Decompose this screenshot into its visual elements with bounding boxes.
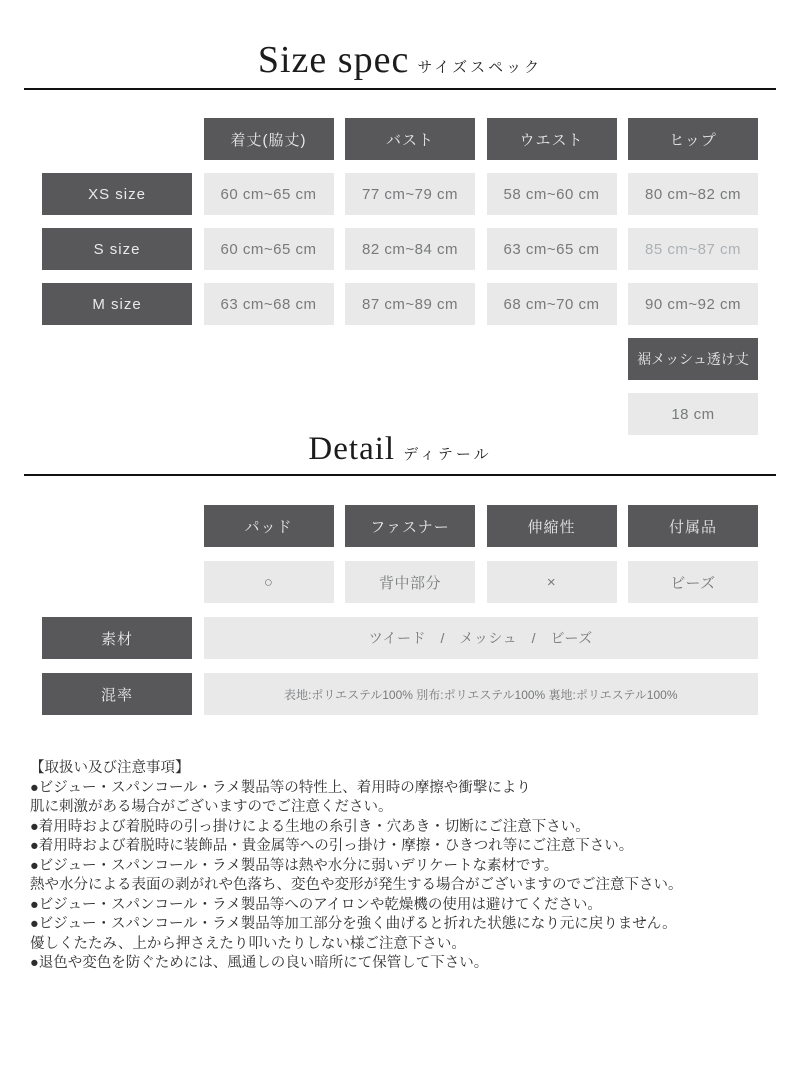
- detail-value-stretch: ×: [487, 561, 617, 603]
- size-row-label-xs: XS size: [42, 173, 192, 215]
- size-cell-xs-waist: 58 cm~60 cm: [487, 173, 617, 215]
- care-line: 熱や水分による表面の剥がれや色落ち、変色や変形が発生する場合がございますのでご注意下さい。: [30, 877, 683, 893]
- care-line: ●ビジュー・スパンコール・ラメ製品等へのアイロンや乾燥機の使用は避けてください。: [30, 896, 602, 913]
- size-spec-title-ja: サイズスペック: [417, 60, 543, 76]
- care-line: ●ビジュー・スパンコール・ラメ製品等加工部分を強く曲げると折れた状態になり元に戻りません。: [30, 916, 677, 932]
- detail-value-fastener: 背中部分: [345, 561, 475, 603]
- size-col-header-length: 着丈(脇丈): [204, 118, 334, 160]
- size-row-label-s: S size: [42, 228, 192, 270]
- size-cell-m-bust: 87 cm~89 cm: [345, 283, 475, 325]
- detail-table: [42, 505, 758, 715]
- size-spec-title-en: Size spec: [257, 39, 410, 81]
- detail-col-header-accessory: 付属品: [628, 505, 758, 547]
- blend-row-label: 混率: [42, 673, 192, 715]
- care-heading: 【取扱い及び注意事項】: [30, 760, 190, 776]
- size-cell-xs-length: 60 cm~65 cm: [204, 173, 334, 215]
- size-cell-s-waist: 63 cm~65 cm: [487, 228, 617, 270]
- care-line: ●着用時および着脱時に装飾品・貴金属等への引っ掛け・摩擦・ひきつれ等にご注意下さい。: [30, 838, 634, 854]
- size-cell-xs-hip: 80 cm~82 cm: [628, 173, 758, 215]
- detail-title-ja: ディテール: [403, 447, 492, 463]
- mesh-length-header: 裾メッシュ透け丈: [628, 338, 758, 380]
- mesh-length-value: 18 cm: [628, 393, 758, 435]
- blend-row-value: 表地:ポリエステル100% 別布:ポリエステル100% 裏地:ポリエステル100%: [204, 673, 759, 715]
- size-cell-s-hip: 85 cm~87 cm: [628, 228, 758, 270]
- care-line: ●ビジュー・スパンコール・ラメ製品等の特性上、着用時の摩擦や衝撃により: [30, 779, 531, 796]
- size-cell-s-length: 60 cm~65 cm: [204, 228, 334, 270]
- care-line: ●ビジュー・スパンコール・ラメ製品等は熱や水分に弱いデリケートな素材です。: [30, 857, 559, 874]
- size-spec-title: [0, 0, 800, 82]
- care-line: 優しくたたみ、上から押さえたり叩いたりしない様ご注意下さい。: [30, 935, 466, 952]
- size-col-header-bust: バスト: [345, 118, 475, 160]
- detail-col-header-fastener: ファスナー: [345, 505, 475, 547]
- size-cell-m-length: 63 cm~68 cm: [204, 283, 334, 325]
- size-cell-xs-bust: 77 cm~79 cm: [345, 173, 475, 215]
- detail-title: [0, 431, 800, 468]
- size-col-header-waist: ウエスト: [487, 118, 617, 160]
- detail-value-pad: ○: [204, 561, 334, 603]
- size-col-header-hip: ヒップ: [628, 118, 758, 160]
- material-row-value: ツイード / メッシュ / ビーズ: [204, 617, 759, 659]
- detail-col-header-stretch: 伸縮性: [487, 505, 617, 547]
- size-cell-s-bust: 82 cm~84 cm: [345, 228, 475, 270]
- size-row-label-m: M size: [42, 283, 192, 325]
- care-notes: [30, 759, 772, 974]
- material-row-label: 素材: [42, 617, 192, 659]
- care-line: ●退色や変色を防ぐためには、風通しの良い暗所にて保管して下さい。: [30, 955, 489, 971]
- size-cell-m-waist: 68 cm~70 cm: [487, 283, 617, 325]
- detail-col-header-pad: パッド: [204, 505, 334, 547]
- divider-line: [24, 474, 776, 476]
- size-cell-m-hip: 90 cm~92 cm: [628, 283, 758, 325]
- size-table: [42, 118, 758, 435]
- divider-line: [24, 88, 776, 90]
- detail-title-en: Detail: [308, 431, 396, 467]
- care-line: 肌に刺激がある場合がございますのでご注意ください。: [30, 799, 393, 815]
- spacer: [42, 561, 192, 603]
- detail-value-accessory: ビーズ: [628, 561, 758, 603]
- spacer: [42, 505, 192, 547]
- spacer: [42, 118, 192, 160]
- care-line: ●着用時および着脱時の引っ掛けによる生地の糸引き・穴あき・切断にご注意下さい。: [30, 818, 590, 835]
